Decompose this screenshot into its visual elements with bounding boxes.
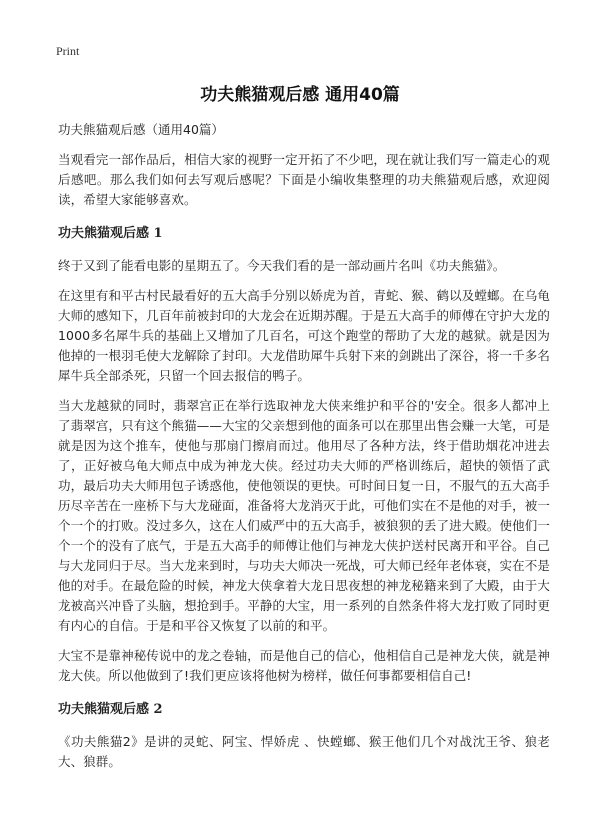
section-1-paragraph-3: 当大龙越狱的同时，翡翠宫正在举行选取神龙大侠来维护和平谷的'安全。很多人都冲上了翡翠宫，只有这个熊猫——大宝的父亲想到他的面条可以在那里出售会赚一大笔，可是就是因为这个推车，使他与那扇门擦肩而过。他用尽了各种方法，终于借助烟花冲进去了，正好被乌龟大师点中成为神龙大侠。经过功夫大师的严格训练后，超快的领悟了武功，最后功夫大师用包子诱惑他，使他领误的更快。可时间日复一日，不服气的五大高手历尽辛苦在一座桥下与大龙碰面，准备将大龙消灭于此，可他们实在不是他的对手，被一个一个的打败。没过多久，这在人们威严中的五大高手，被狼狈的丢了进大殿。使他们一个一个的没有了底气，于是五大高手的师傅让他们与神龙大侠护送村民离开和平谷。自己与大龙同归于尽。当大龙来到时，与功夫大师决一死战，可大师已经年老体衰，实在不是他的对手。在最危险的时候，神龙大侠拿着大龙日思夜想的神龙秘籍来到了大殿，由于大龙被高兴冲昏了头脑，想抢到手。平静的大宝，用一系列的自然条件将大龙打败了同时更有内心的自信。于是和平谷又恢复了以前的和平。: [58, 398, 550, 633]
section-heading-2: 功夫熊猫观后感 2: [58, 702, 163, 717]
article-body: [58, 120, 550, 782]
section-2-paragraph-1: 《功夫熊猫2》是讲的灵蛇、阿宝、悍娇虎 、快螳螂、猴王他们几个对战沈王爷、狼老大、狼群。: [58, 734, 550, 769]
page-title: 功夫熊猫观后感 通用40篇: [200, 85, 400, 105]
section-1-paragraph-1: 终于又到了能看电影的星期五了。今天我们看的是一部动画片名叫《功夫熊猫》。: [58, 258, 506, 273]
section-1-paragraph-4: 大宝不是靠神秘传说中的龙之卷轴，而是他自己的信心，他相信自己是神龙大侠，就是神龙大侠。所以他做到了!我们更应该将他树为榜样，做任何事都要相信自己!: [58, 648, 550, 683]
article-subtitle: 功夫熊猫观后感（通用40篇）: [58, 122, 224, 137]
intro-paragraph: 当观看完一部作品后，相信大家的视野一定开拓了不少吧，现在就让我们写一篇走心的观后感吧。那么我们如何去写观后感呢？下面是小编收集整理的功夫熊猫观后感，欢迎阅读，希望大家能够喜欢。: [58, 152, 550, 207]
print-link[interactable]: Print: [56, 44, 80, 58]
section-heading-1: 功夫熊猫观后感 1: [58, 226, 163, 241]
section-1-paragraph-2: 在这里有和平古村民最看好的五大高手分别以娇虎为首，青蛇、猴、鹤以及螳螂。在乌龟大师的感知下，几百年前被封印的大龙会在近期苏醒。于是五大高手的师傅在守护大龙的1000多名犀牛兵的基础上又增加了几百名，可这个跑堂的帮助了大龙的越狱。就是因为他掉的一根羽毛使大龙解除了封印。大龙借助犀牛兵射下来的剑跳出了深谷，将一千多名犀牛兵全部杀死，只留一个回去报信的鸭子。: [58, 288, 550, 383]
